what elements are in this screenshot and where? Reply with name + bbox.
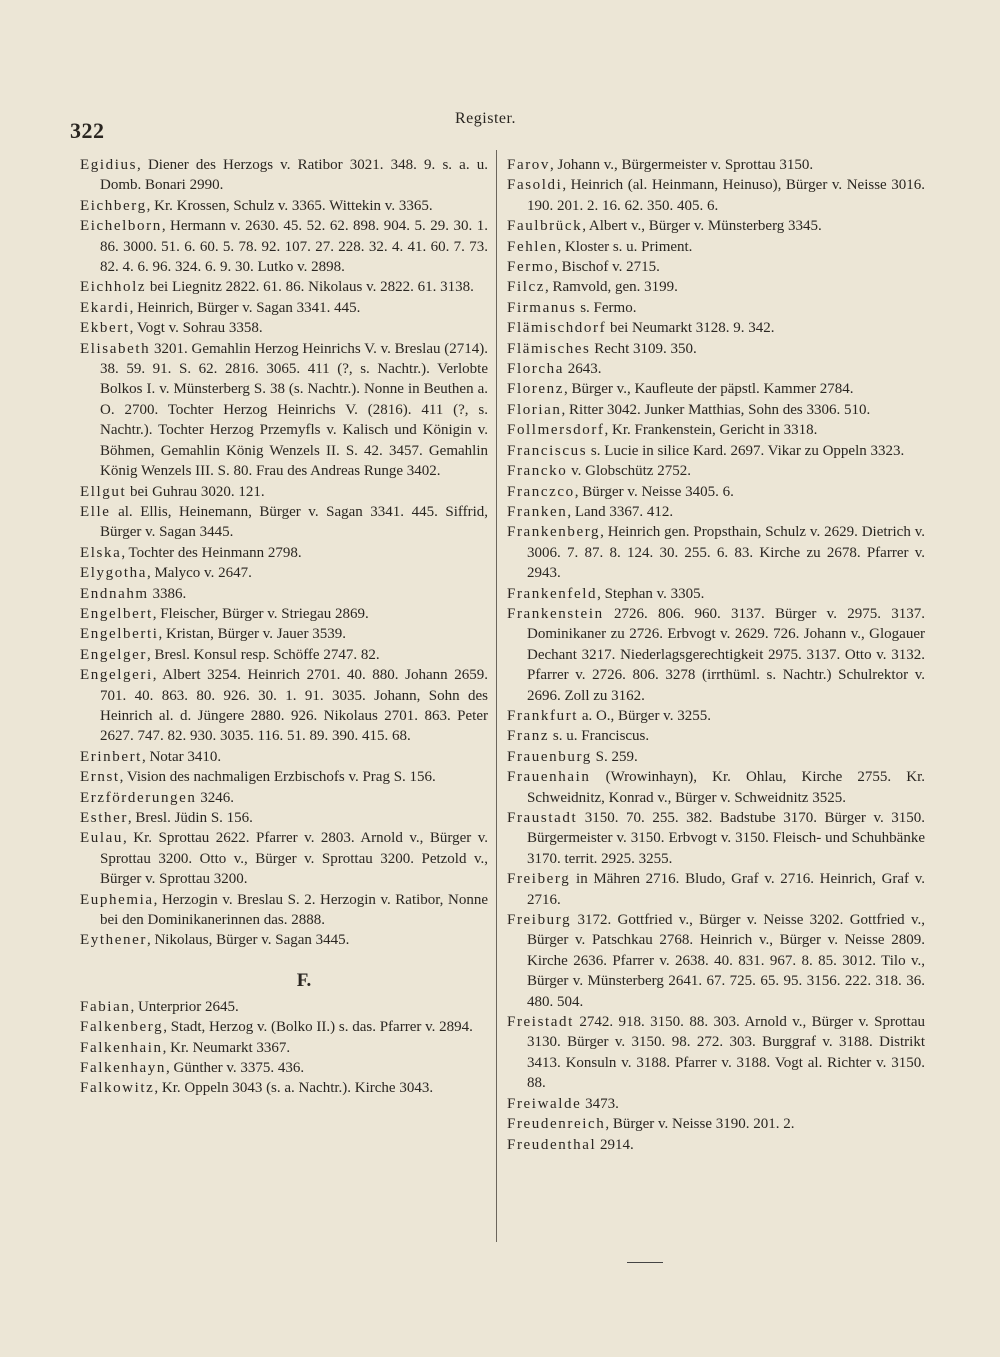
- entry-references: 3386.: [148, 585, 187, 602]
- index-entry: [507, 216, 925, 236]
- entry-references: , Tochter des Heinmann 2798.: [121, 544, 302, 561]
- entry-headword: Florcha: [507, 361, 565, 378]
- entry-headword: Frankenfeld: [507, 585, 598, 602]
- entry-headword: Frankenberg: [507, 524, 601, 541]
- entry-references: , Bresl. Konsul resp. Schöffe 2747. 82.: [146, 646, 380, 663]
- index-entry: [507, 604, 925, 706]
- entry-headword: Falkowitz: [80, 1080, 155, 1097]
- index-entry: [80, 584, 488, 604]
- left-column: [80, 155, 488, 1099]
- entry-headword: Ekbert: [80, 320, 130, 337]
- entry-references: , Ritter 3042. Junker Matthias, Sohn des 3306. 510.: [561, 401, 871, 418]
- entry-headword: Eythener: [80, 932, 147, 949]
- index-entry: [80, 502, 488, 543]
- entry-references: bei Neumarkt 3128. 9. 342.: [606, 320, 775, 337]
- entry-headword: Elle: [80, 503, 111, 520]
- entry-headword: Eichholz: [80, 279, 147, 296]
- entry-references: , Vision des nachmaligen Erzbischofs v. Prag S. 156.: [119, 769, 436, 786]
- entry-references: 3150. 70. 255. 382. Badstube 3170. Bürger v. 3150. Bürgermeister v. 3150. Erbvogt v. 3150. Fleisch- und Schuhbänke 3170. territ. 2925. 3255.: [527, 810, 925, 867]
- entry-references: bei Liegnitz 2822. 61. 86. Nikolaus v. 2822. 61. 3138.: [146, 279, 474, 296]
- index-entry: [80, 890, 488, 931]
- index-entry: [80, 318, 488, 338]
- entries-right: [507, 155, 925, 1155]
- index-entry: [507, 379, 925, 399]
- entry-headword: Franken: [507, 503, 568, 520]
- entry-references: , Johann v., Bürgermeister v. Sprottau 3150.: [550, 157, 814, 173]
- entry-headword: Florian: [507, 401, 562, 418]
- index-entry: [507, 237, 925, 257]
- entry-headword: Follmersdorf: [507, 422, 605, 439]
- entry-references: , Ramvold, gen. 3199.: [545, 279, 678, 296]
- entry-headword: Freudenreich: [507, 1116, 606, 1133]
- entry-headword: Florenz: [507, 381, 565, 398]
- entry-references: , Bürger v., Kaufleute der päpstl. Kammer 2784.: [564, 381, 854, 398]
- entry-references: 3201. Gemahlin Herzog Heinrichs V. v. Breslau (2714). 38. 59. 91. S. 62. 2816. 3065. 411 (?, s. Nachtr.). Verlobte Bolkos I. v. Münsterberg S. 38 (s. Nachtr.). Nonne in Beuthen a. O. 2700. Tochter Herzog Heinrichs V. (2816). 411 (?, s. Nachtr.). Tochter Herzog Przemyfls v. Kalisch und Königin v. Böhmen, Gemahlin König Wenzels II. S. 42. 3457. Gemahlin König Wenzels III. S. 80. Frau des Andreas Runge 3402.: [100, 340, 488, 480]
- index-entry: [80, 997, 488, 1017]
- entry-headword: Freiburg: [507, 912, 572, 929]
- entry-headword: Ellgut: [80, 483, 127, 500]
- index-entry: [507, 869, 925, 910]
- entry-headword: Fasoldi: [507, 177, 563, 194]
- entry-references: s. Fermo.: [576, 299, 637, 316]
- index-entry: [80, 767, 488, 787]
- index-entry: [80, 298, 488, 318]
- entry-references: , Kr. Krossen, Schulz v. 3365. Wittekin v. 3365.: [146, 197, 433, 214]
- entry-headword: Eichberg: [80, 197, 147, 214]
- entry-references: , Bürger v. Neisse 3190. 201. 2.: [605, 1116, 795, 1133]
- index-entry: [80, 604, 488, 624]
- index-entry: [507, 175, 925, 216]
- entry-headword: Elisabeth: [80, 340, 151, 357]
- index-entry: [507, 584, 925, 604]
- entry-references: , Kr. Neumarkt 3367.: [162, 1039, 291, 1056]
- index-entry: [80, 339, 488, 482]
- index-entry: [507, 277, 925, 297]
- index-entry: [80, 808, 488, 828]
- entry-headword: Erzförderungen: [80, 789, 197, 806]
- entries-e: [80, 155, 488, 951]
- entry-references: , Nikolaus, Bürger v. Sagan 3445.: [146, 932, 350, 949]
- index-entry: [507, 808, 925, 869]
- entry-headword: Egidius: [80, 157, 138, 173]
- index-entry: [507, 726, 925, 746]
- index-entry: [507, 155, 925, 175]
- running-head: Register.: [455, 110, 516, 127]
- entry-headword: Flämisches: [507, 340, 591, 357]
- entry-references: , Kr. Oppeln 3043 (s. a. Nachtr.). Kirche 3043.: [154, 1080, 434, 1097]
- entry-references: , Diener des Herzogs v. Ratibor 3021. 348. 9. s. a. u. Domb. Bonari 2990.: [100, 157, 488, 194]
- index-entry: [80, 482, 488, 502]
- entry-references: al. Ellis, Heinemann, Bürger v. Sagan 3341. 445. Siffrid, Bürger v. Sagan 3445.: [100, 503, 488, 541]
- entry-headword: Eichelborn: [80, 218, 162, 235]
- index-entry: [507, 1135, 925, 1155]
- entry-references: , Albert v., Bürger v. Münsterberg 3345.: [582, 218, 822, 235]
- entry-headword: Eulau: [80, 830, 123, 847]
- index-entry: [80, 747, 488, 767]
- entry-references: 3246.: [196, 789, 235, 806]
- entry-references: bei Guhrau 3020. 121.: [126, 483, 265, 500]
- entry-headword: Fermo: [507, 259, 555, 276]
- entry-headword: Euphemia: [80, 891, 154, 908]
- index-entry: [507, 441, 925, 461]
- entry-headword: Farov: [507, 157, 550, 173]
- index-entry: [507, 910, 925, 1012]
- entry-references: , Heinrich gen. Propsthain, Schulz v. 2629. Dietrich v. 3006. 7. 87. 8. 124. 30. 255. 6. 83. Kirche zu 2678. Pfarrer v. 2943.: [527, 524, 925, 582]
- entry-references: 2726. 806. 960. 3137. Bürger v. 2975. 3137. Dominikaner zu 2726. Erbvogt v. 2629. 726. Johann v., Glogauer Dechant 3217. Niederlagsgerechtigkeit 2975. 3137. Otto v. 3132. Pfarrer v. 2726. 806. 3278 (irrthüml. s. Nachtr.) Schulrektor v. 2696. Zoll zu 3162.: [527, 605, 925, 704]
- index-entry: [80, 1017, 488, 1037]
- entry-headword: Frankfurt: [507, 707, 579, 724]
- index-entry: [80, 1058, 488, 1078]
- entry-headword: Flämischdorf: [507, 320, 607, 337]
- entry-headword: Freistadt: [507, 1014, 574, 1031]
- entry-references: S. 259.: [591, 748, 638, 765]
- entry-headword: Freiwalde: [507, 1095, 582, 1112]
- index-entry: [507, 339, 925, 359]
- index-entry: [507, 257, 925, 277]
- entry-headword: Fabian: [80, 998, 131, 1015]
- entry-references: 3172. Gottfried v., Bürger v. Neisse 3202. Gottfried v., Bürger v. Patschkau 2768. Heinrich v., Bürger v. Neisse 2809. Kirche 2636. Pfarrer v. 2638. 40. 831. 967. 8. 85. 3012. Tilo v., Bürger v. Münsterberg 2641. 67. 725. 65. 95. 3156. 222. 318. 36. 480. 504.: [527, 912, 925, 1010]
- entry-references: s. u. Franciscus.: [549, 728, 650, 745]
- entry-headword: Franciscus: [507, 442, 588, 459]
- entry-references: , Herzogin v. Breslau S. 2. Herzogin v. Ratibor, Nonne bei den Dominikanerinnen das. 2888.: [100, 891, 488, 929]
- index-entry: [80, 645, 488, 665]
- entry-references: 2643.: [564, 361, 602, 378]
- entry-headword: Engelbert: [80, 605, 153, 622]
- index-entry: [507, 767, 925, 808]
- right-column: [507, 155, 925, 1155]
- index-entry: [80, 930, 488, 950]
- entry-headword: Elygotha: [80, 565, 147, 582]
- entry-references: , Vogt v. Sohrau 3358.: [129, 320, 263, 337]
- entry-references: s. Lucie in silice Kard. 2697. Vikar zu Oppeln 3323.: [587, 442, 905, 459]
- entry-headword: Esther: [80, 810, 128, 826]
- index-entry: [507, 1094, 925, 1114]
- index-entry: [80, 665, 488, 747]
- entry-headword: Ernst: [80, 769, 120, 786]
- entry-references: , Land 3367. 412.: [567, 503, 674, 520]
- entry-references: , Bresl. Jüdin S. 156.: [127, 810, 253, 826]
- index-entry: [507, 522, 925, 583]
- entry-headword: Franz: [507, 728, 550, 745]
- index-entry: [507, 400, 925, 420]
- entry-headword: Engelgeri: [80, 667, 153, 684]
- index-entry: [507, 747, 925, 767]
- index-entry: [507, 1012, 925, 1094]
- entry-headword: Falkenberg: [80, 1019, 164, 1036]
- entry-references: , Notar 3410.: [141, 748, 222, 765]
- index-entry: [80, 788, 488, 808]
- page-number: 322: [70, 118, 105, 143]
- entry-headword: Firmanus: [507, 299, 577, 316]
- entry-headword: Frankenstein: [507, 605, 604, 622]
- entry-references: , Kristan, Bürger v. Jauer 3539.: [158, 626, 346, 643]
- entry-headword: Elska: [80, 544, 122, 561]
- entry-references: , Fleischer, Bürger v. Striegau 2869.: [152, 605, 369, 622]
- entry-references: Recht 3109. 350.: [590, 340, 697, 357]
- index-entry: [80, 828, 488, 889]
- entry-headword: Francko: [507, 463, 568, 480]
- end-dash: [627, 1262, 663, 1263]
- entry-headword: Ekardi: [80, 299, 130, 316]
- index-entry: [80, 1038, 488, 1058]
- entry-headword: Franczco: [507, 483, 575, 500]
- entry-references: , Günther v. 3375. 436.: [165, 1060, 305, 1077]
- index-entry: [507, 482, 925, 502]
- entries-f: [80, 997, 488, 1099]
- entry-references: , Heinrich, Bürger v. Sagan 3341. 445.: [129, 299, 361, 316]
- index-entry: [80, 624, 488, 644]
- entry-references: 2742. 918. 3150. 88. 303. Arnold v., Bürger v. Sprottau 3130. Bürger v. 3150. 98. 272. 303. Burggraf v. 3188. Distrikt 3413. Konsuln v. 3188. Pfarrer v. 3188. Vogt al. Richter v. 3150. 88.: [527, 1014, 925, 1092]
- entry-references: , Unterprior 2645.: [130, 998, 239, 1015]
- entry-references: , Kloster s. u. Priment.: [557, 238, 693, 255]
- index-entry: [507, 706, 925, 726]
- entry-headword: Frauenburg: [507, 748, 592, 765]
- index-entry: [80, 563, 488, 583]
- index-entry: [80, 196, 488, 216]
- entry-references: , Kr. Sprottau 2622. Pfarrer v. 2803. Arnold v., Bürger v. Sprottau 3200. Otto v., Bürger v. Sprottau 3200. Petzold v., Bürger v. Sprottau 3200.: [100, 830, 488, 888]
- entry-references: , Bürger v. Neisse 3405. 6.: [574, 483, 734, 500]
- entry-references: v. Globschütz 2752.: [567, 463, 691, 480]
- entry-headword: Frauenhain: [507, 769, 591, 786]
- section-letter-f: F.: [296, 969, 312, 991]
- entry-headword: Engelberti: [80, 626, 159, 643]
- index-entry: [80, 216, 488, 277]
- entry-headword: Faulbrück: [507, 218, 583, 235]
- entry-references: , Kr. Frankenstein, Gericht in 3318.: [604, 422, 818, 439]
- index-entry: [507, 461, 925, 481]
- index-entry: [80, 155, 488, 196]
- entry-headword: Endnahm: [80, 585, 149, 602]
- entry-headword: Filcz: [507, 279, 545, 296]
- index-entry: [507, 359, 925, 379]
- entry-references: a. O., Bürger v. 3255.: [578, 707, 711, 724]
- entry-headword: Freudenthal: [507, 1136, 597, 1153]
- entry-references: in Mähren 2716. Bludo, Graf v. 2716. Heinrich, Graf v. 2716.: [527, 871, 925, 908]
- entry-references: , Hermann v. 2630. 45. 52. 62. 898. 904. 5. 29. 30. 1. 86. 3000. 51. 6. 60. 5. 78. 92. 107. 27. 228. 32. 4. 41. 60. 7. 73. 82. 4. 6. 96. 324. 6. 9. 30. Lutko v. 2898.: [100, 218, 488, 276]
- index-entry: [507, 298, 925, 318]
- entry-references: , Bischof v. 2715.: [554, 259, 660, 276]
- index-entry: [80, 277, 488, 297]
- index-entry: [507, 1114, 925, 1134]
- index-entry: [80, 543, 488, 563]
- entry-headword: Falkenhain: [80, 1039, 163, 1056]
- entry-headword: Erinbert: [80, 748, 142, 765]
- entry-references: , Malyco v. 2647.: [146, 565, 252, 582]
- entry-headword: Fehlen: [507, 238, 558, 255]
- entry-headword: Falkenhayn: [80, 1060, 166, 1077]
- entry-headword: Freiberg: [507, 871, 571, 888]
- entry-references: , Stephan v. 3305.: [597, 585, 705, 602]
- entry-headword: Engelger: [80, 646, 147, 663]
- entry-references: , Stadt, Herzog v. (Bolko II.) s. das. Pfarrer v. 2894.: [163, 1019, 473, 1036]
- entry-references: , Albert 3254. Heinrich 2701. 40. 880. Johann 2659. 701. 40. 863. 80. 926. 30. 1. 91. 3035. Johann, Sohn des Heinrich al. d. Jüngere 2880. 926. Nikolaus 2701. 863. Peter 2627. 747. 82. 930. 3035. 116. 51. 89. 390. 415. 68.: [100, 667, 488, 745]
- entry-references: 3473.: [581, 1095, 619, 1112]
- index-entry: [80, 1078, 488, 1098]
- entry-references: , Heinrich (al. Heinmann, Heinuso), Bürger v. Neisse 3016. 190. 201. 2. 16. 62. 350. 405. 6.: [527, 177, 925, 214]
- entry-references: (Wrowinhayn), Kr. Ohlau, Kirche 2755. Kr. Schweidnitz, Konrad v., Bürger v. Schweidnitz 3525.: [527, 769, 925, 806]
- entry-references: 2914.: [596, 1136, 634, 1153]
- entry-headword: Fraustadt: [507, 810, 578, 826]
- index-entry: [507, 502, 925, 522]
- index-entry: [507, 318, 925, 338]
- column-divider: [496, 150, 497, 1242]
- index-entry: [507, 420, 925, 440]
